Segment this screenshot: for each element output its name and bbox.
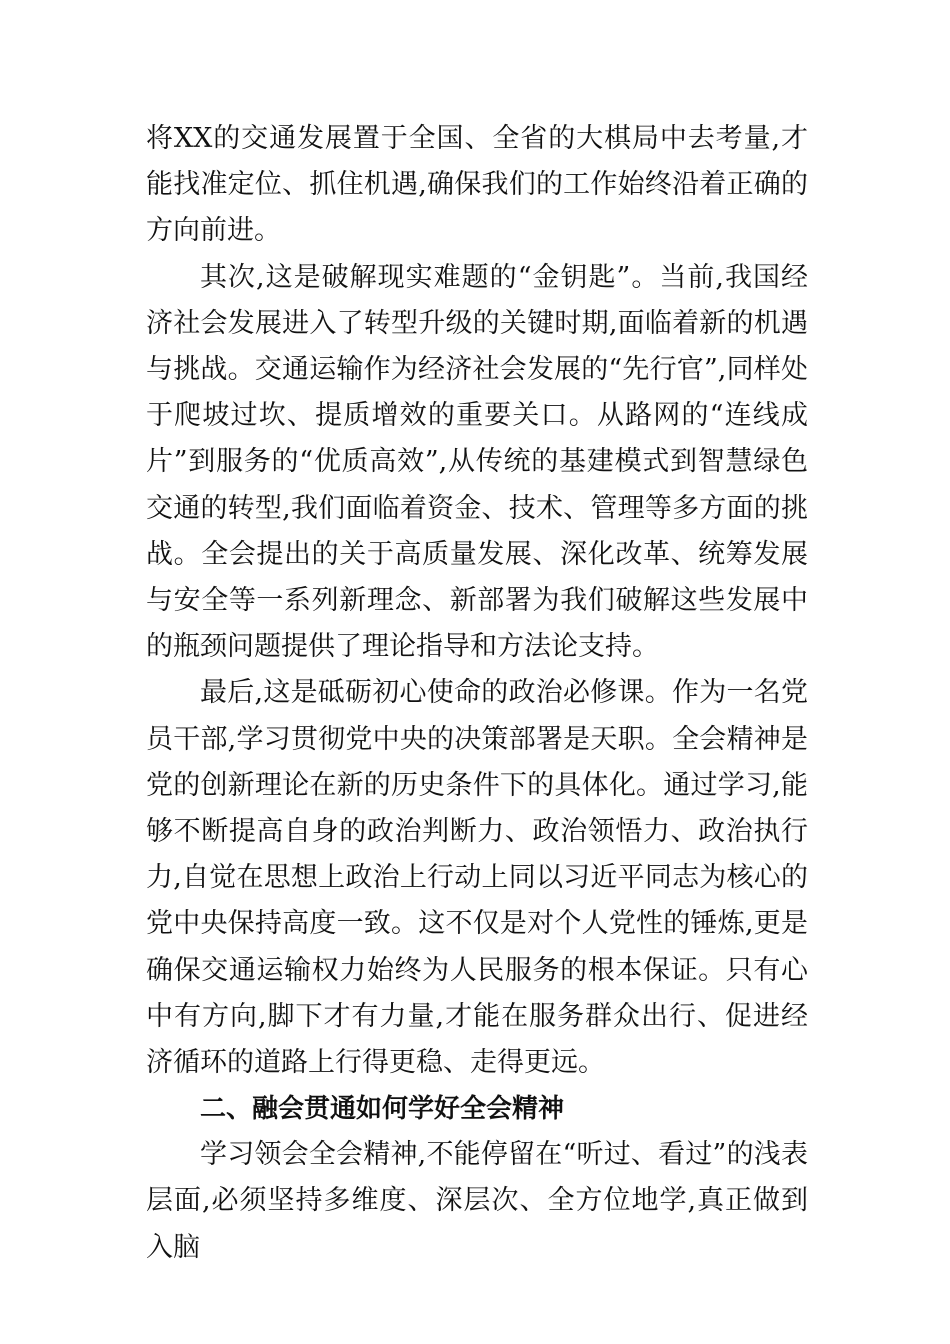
section-heading: 二、融会贯通如何学好全会精神 [200, 1094, 565, 1125]
body-paragraph-2: 其次,这是破解现实难题的“金钥匙”。当前,我国经济社会发展进入了转型升级的关键时期,面临着新的机遇与挑战。交通运输作为经济社会发展的“先行官”,同样处于爬坡过坎、提质增效的重要关口。从路网的“连线成片”到服务的“优质高效”,从传统的基建模式到智慧绿色交通的转型,我们面临着资金、技术、管理等多方面的挑战。全会提出的关于高质量发展、深化改革、统筹发展与安全等一系列新理念、新部署为我们破解这些发展中的瓶颈问题提供了理论指导和方法论支持。 [146, 261, 808, 663]
document-body [146, 116, 808, 1271]
body-paragraph-1: 将XX的交通发展置于全国、全省的大棋局中去考量,才能找准定位、抓住机遇,确保我们的工作始终沿着正确的方向前进。 [146, 123, 808, 247]
body-paragraph-3: 最后,这是砥砺初心使命的政治必修课。作为一名党员干部,学习贯彻党中央的决策部署是天职。全会精神是党的创新理论在新的历史条件下的具体化。通过学习,能够不断提高自身的政治判断力、政治领悟力、政治执行力,自觉在思想上政治上行动上同以习近平同志为核心的党中央保持高度一致。这不仅是对个人党性的锤炼,更是确保交通运输权力始终为人民服务的根本保证。只有心中有方向,脚下才有力量,才能在服务群众出行、促进经济循环的道路上行得更稳、走得更远。 [146, 677, 808, 1079]
body-paragraph-4: 学习领会全会精神,不能停留在“听过、看过”的浅表层面,必须坚持多维度、深层次、全方位地学,真正做到入脑 [146, 1139, 808, 1263]
